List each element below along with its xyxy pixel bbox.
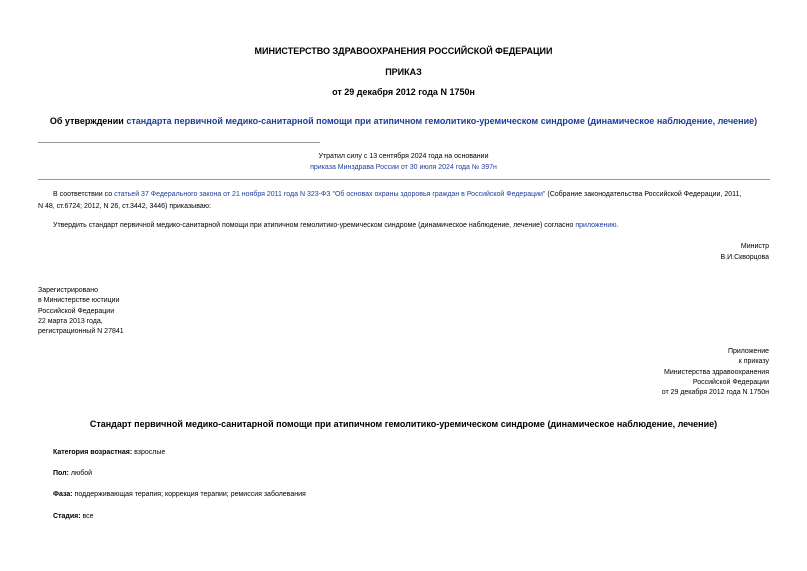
field-phase bbox=[53, 491, 306, 498]
appendix-line: от 29 декабря 2012 года N 1750н bbox=[661, 389, 769, 397]
field-value: взрослые bbox=[132, 449, 166, 456]
field-value: любой bbox=[68, 470, 93, 477]
expiry-notice-line1: Утратил силу с 13 сентября 2024 года на основании bbox=[318, 153, 489, 160]
title-prefix: Об утверждении bbox=[49, 116, 127, 126]
appendix-block bbox=[662, 347, 769, 398]
appendix-line: Приложение bbox=[727, 348, 769, 355]
field-label: Категория возрастная: bbox=[53, 449, 133, 456]
federal-law-link[interactable]: статьей 37 Федерального закона от 21 ноября 2011 года N 323-ФЗ "Об основах охраны здоровья граждан в Российской Федерации" bbox=[114, 191, 546, 198]
field-value: поддерживающая терапия; коррекция терапии; ремиссия заболевания bbox=[72, 491, 306, 498]
field-label: Пол: bbox=[53, 470, 69, 477]
paragraph-1-line-1: В соответствии со статьей 37 Федерального закона от 21 ноября 2011 года N 323-ФЗ "Об основах охраны здоровья граждан в Российской Федерации" (Собрание законодательства Российской Федерации, 2011, bbox=[53, 191, 742, 198]
field-age-category bbox=[53, 449, 165, 456]
title-standard-link[interactable]: стандарта первичной медико-санитарной помощи при атипичном гемолитико-уремическом синдроме (динамическое наблюдение, лечение) bbox=[126, 116, 758, 126]
field-stage bbox=[53, 513, 94, 520]
short-divider bbox=[38, 142, 320, 143]
registration-block bbox=[38, 286, 124, 337]
registration-line: в Министерстве юстиции bbox=[38, 297, 120, 305]
order-heading: ПРИКАЗ bbox=[385, 67, 422, 77]
standard-title: Стандарт первичной медико-санитарной помощи при атипичном гемолитико-уремическом синдроме (динамическое наблюдение, лечение) bbox=[89, 419, 718, 429]
registration-line: Российской Федерации bbox=[38, 307, 115, 315]
registration-line: 22 марта 2013 года, bbox=[38, 317, 103, 325]
registration-line: Зарегистрировано bbox=[38, 287, 98, 294]
field-label: Стадия: bbox=[53, 513, 81, 520]
field-label: Фаза: bbox=[53, 491, 73, 498]
appendix-line: к приказу bbox=[738, 358, 769, 366]
signature-position: Министр bbox=[740, 243, 769, 250]
document-title bbox=[0, 116, 807, 126]
expiry-notice-link[interactable]: приказа Минздрава России от 30 июля 2024 года № 397н bbox=[310, 164, 497, 171]
field-value: все bbox=[80, 513, 94, 520]
paragraph-1-line-2: N 48, ст.6724; 2012, N 26, ст.3442, 3446) приказываю: bbox=[38, 203, 211, 210]
paragraph-2: Утвердить стандарт первичной медико-санитарной помощи при атипичном гемолитико-уремическом синдроме (динамическое наблюдение, лечение) согласно приложению. bbox=[53, 222, 619, 229]
appendix-line: Российской Федерации bbox=[692, 378, 769, 386]
ministry-heading: МИНИСТЕРСТВО ЗДРАВООХРАНЕНИЯ РОССИЙСКОЙ ФЕДЕРАЦИИ bbox=[254, 46, 553, 56]
appendix-line: Министерства здравоохранения bbox=[664, 368, 769, 376]
order-date: от 29 декабря 2012 года N 1750н bbox=[332, 87, 475, 97]
registration-line: регистрационный N 27841 bbox=[38, 328, 124, 336]
full-divider bbox=[38, 179, 770, 180]
field-sex bbox=[53, 470, 92, 477]
signature-name: В.И.Скворцова bbox=[720, 254, 769, 261]
appendix-link[interactable]: приложению bbox=[575, 222, 617, 229]
